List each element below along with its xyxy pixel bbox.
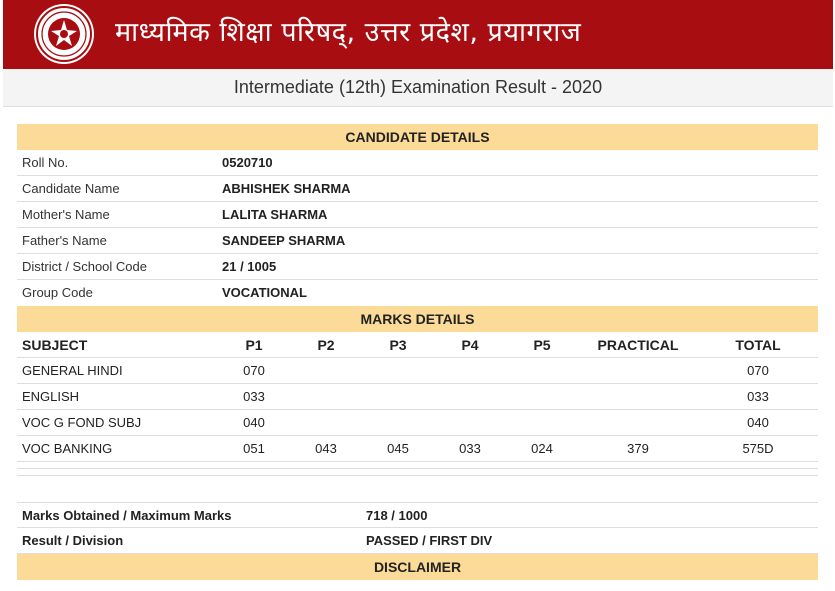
candidate-row-mother xyxy=(17,202,818,228)
cell-total: 033 xyxy=(747,389,769,404)
candidate-details-heading: CANDIDATE DETAILS xyxy=(17,124,818,150)
candidate-row-father xyxy=(17,228,818,254)
candidate-row-group-code xyxy=(17,280,818,306)
cell-p1: 040 xyxy=(243,415,265,430)
marks-obtained-label: Marks Obtained / Maximum Marks xyxy=(22,508,232,523)
candidate-row-name xyxy=(17,176,818,202)
row-value: SANDEEP SHARMA xyxy=(222,233,346,248)
cell-p1: 033 xyxy=(243,389,265,404)
table-row xyxy=(17,358,818,384)
up-govt-emblem-icon xyxy=(33,3,95,65)
col-p4: P4 xyxy=(461,337,479,353)
spacer-row xyxy=(17,469,818,476)
cell-practical: 379 xyxy=(627,441,649,456)
table-row xyxy=(17,436,818,462)
header-banner xyxy=(3,0,833,69)
table-row xyxy=(17,410,818,436)
row-value: 21 / 1005 xyxy=(222,259,277,274)
cell-p5: 024 xyxy=(531,441,553,456)
row-value: VOCATIONAL xyxy=(222,285,307,300)
row-label: Father's Name xyxy=(22,233,107,248)
cell-total: 575D xyxy=(742,441,774,456)
cell-p2: 043 xyxy=(315,441,337,456)
candidate-row-district-school xyxy=(17,254,818,280)
marks-table-header xyxy=(17,332,818,358)
row-label: Mother's Name xyxy=(22,207,110,222)
marks-obtained-row xyxy=(17,502,818,528)
page-title: Intermediate (12th) Examination Result - 2020 xyxy=(3,69,833,107)
spacer-row xyxy=(17,462,818,469)
col-practical: PRACTICAL xyxy=(597,337,679,353)
row-value: ABHISHEK SHARMA xyxy=(222,181,351,196)
candidate-row-roll-no xyxy=(17,150,818,176)
row-value: 0520710 xyxy=(222,155,273,170)
row-label: District / School Code xyxy=(22,259,147,274)
result-division-label: Result / Division xyxy=(22,533,124,548)
row-label: Roll No. xyxy=(22,155,69,170)
disclaimer-heading: DISCLAIMER xyxy=(17,554,818,580)
col-p2: P2 xyxy=(317,337,335,353)
cell-subject: VOC G FOND SUBJ xyxy=(22,415,142,430)
col-p5: P5 xyxy=(533,337,551,353)
col-p1: P1 xyxy=(245,337,263,353)
cell-p1: 070 xyxy=(243,363,265,378)
col-subject: SUBJECT xyxy=(22,337,88,353)
col-p3: P3 xyxy=(389,337,407,353)
marks-obtained-value: 718 / 1000 xyxy=(366,508,428,523)
row-label: Candidate Name xyxy=(22,181,120,196)
cell-subject: GENERAL HINDI xyxy=(22,363,123,378)
row-label: Group Code xyxy=(22,285,93,300)
cell-subject: VOC BANKING xyxy=(22,441,113,456)
cell-p3: 045 xyxy=(387,441,409,456)
col-total: TOTAL xyxy=(735,337,781,353)
cell-total: 040 xyxy=(747,415,769,430)
board-name-hindi: माध्यमिक शिक्षा परिषद्, उत्तर प्रदेश, प्रयागराज xyxy=(115,17,582,48)
cell-p4: 033 xyxy=(459,441,481,456)
marks-details-heading: MARKS DETAILS xyxy=(17,306,818,332)
cell-p1: 051 xyxy=(243,441,265,456)
table-row xyxy=(17,384,818,410)
result-division-value: PASSED / FIRST DIV xyxy=(366,533,493,548)
row-value: LALITA SHARMA xyxy=(222,207,328,222)
result-division-row xyxy=(17,528,818,554)
cell-subject: ENGLISH xyxy=(22,389,80,404)
cell-total: 070 xyxy=(747,363,769,378)
